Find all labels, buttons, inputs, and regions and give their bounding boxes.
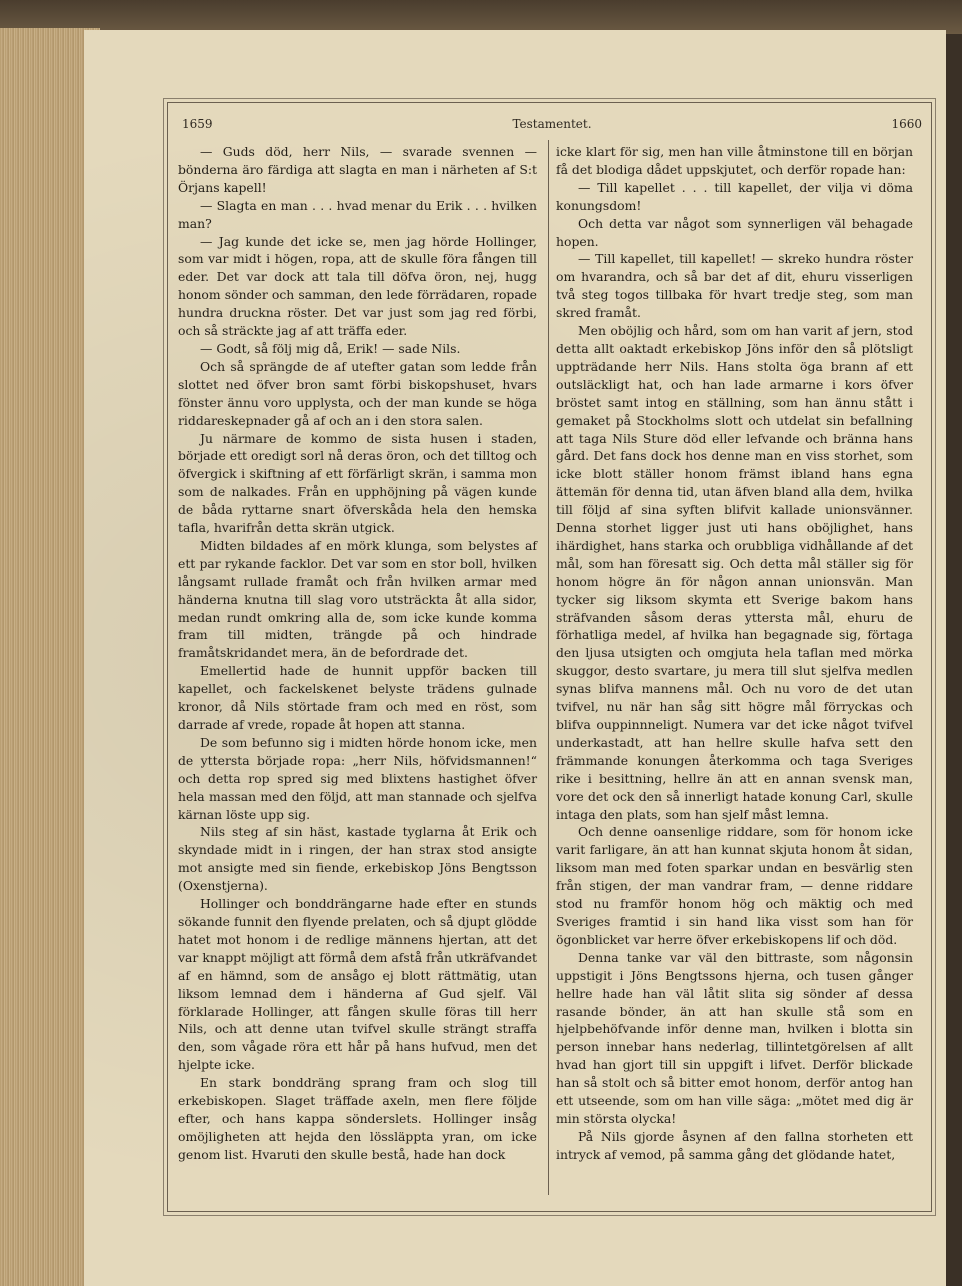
paragraph: Och så sprängde de af utefter gatan som ledde från slottet ned öfver bron samt förbi biskopshuset, hvars fönster ännu voro upplysta, och der man kunde se höga riddareskepnader gå af och an i den stora salen. xyxy=(178,358,537,428)
paragraph: icke klart för sig, men han ville åtminstone till en början få det blodiga dådet uppskjutet, och derför ropade han: xyxy=(556,144,913,177)
paragraph: Och denne oansenlige riddare, som för honom icke varit farligare, än att han kunnat skjuta honom åt sidan, liksom man med foten sparkar undan en besvärlig sten från stigen, der man vandrar fram, — denne riddare stod nu framför honom hög och mäktig och med Sveriges framtid i sin hand lika visst som han för ögonblicket var herre öfver erkebiskopens lif och död. xyxy=(556,824,913,947)
paragraph: Nils steg af sin häst, kastade tyglarna åt Erik och skyndade midt in i ringen, der han strax stod ansigte mot ansigte med sin fiende, erkebiskop Jöns Bengtsson (Oxenstjerna). xyxy=(178,824,537,894)
paragraph: — Till kapellet, till kapellet! — skreko hundra röster om hvarandra, och så bar det af dit, ehuru visserligen två steg togos tillbaka för hvart tredje steg, som man skred framåt. xyxy=(556,251,913,321)
paragraph: — Guds död, herr Nils, — svarade svennen — bönderna äro färdiga att slagta en man i närheten af S:t Örjans kapell! xyxy=(178,144,537,195)
paragraph: Emellertid hade de hunnit uppför backen till kapellet, och fackelskenet belyste trädens gulnade kronor, då Nils störtade fram och med en röst, som darrade af vrede, ropade åt hopen att stanna. xyxy=(178,663,537,732)
paragraph: En stark bonddräng sprang fram och slog till erkebiskopen. Slaget träffade axeln, men flere följde efter, och hans kappa sönderslets. Hollinger insåg omöjligheten att hejda den lössläppta yran, om icke genom list. Hvaruti den skulle bestå, hade han dock xyxy=(178,1075,537,1162)
paragraph: — Slagta en man . . . hvad menar du Erik . . . hvilken man? xyxy=(178,197,537,231)
paragraph: På Nils gjorde åsynen af den fallna storheten ett intryck af vemod, på samma gång det glödande hatet, xyxy=(556,1128,913,1162)
paragraph: — Jag kunde det icke se, men jag hörde Hollinger, som var midt i högen, ropa, att de skulle föra fången till eder. Det var dock att tala till döfva öron, nej, hugg honom sönder och samman, den lede förrädaren, ropade hundra druckna röster. Det var just som jag red förbi, och så sträckte jag af att träffa eder. xyxy=(178,233,537,339)
paragraph: Men oböjlig och hård, som om han varit af jern, stod detta allt oaktadt erkebiskop Jöns inför den så plötsligt uppträdande herr Nils. Hans stolta öga brann af ett outsläckligt hat, och han lade armarne i kors öfver bröstet samt intog en ställning, som han ännu stått i gemaket på Stockholms slott och utdelat sin befallning att taga Nils Sture död eller lefvande och bränna hans gård. Det fans dock hos denne man en viss storhet, som icke blott ställer honom främst ibland hans egna ättemän för denna tid, utan äfven bland alla dem, hvilka till följd af sina syften blifvit kallade unionsvänner. Denna storhet ligger just uti hans oböjlighet, hans ihärdighet, hans starka och orubbliga vidhållande af det mål, som han föresatt sig. Och detta mål ställer sig för honom högre än för någon annan unionsvän. Man tycker sig liksom skymta ett Sverige bakom hans sträfvanden såsom deras yttersta mål, ehuru de förhatliga medel, af hvilka han begagnade sig, förtaga den ljusa utsigten och omgjuta hela taflan med mörka skuggor, desto svartare, ju mera till slut sjelfva medlen synas blifva mannens mål. Och nu voro de det utan tvifvel, nu när han såg sitt högre mål förryckas och blifva ouppinnneligt. Numera var det icke något tvifvel underkastadt, att han hellre skulle hafva sett den främmande konungen återkomma och taga Sveriges rike i besittning, hellre än att en annan svensk man, vore det ock den så innerligt hatade konung Carl, skulle intaga den plats, som han sjelf måst lemna. xyxy=(556,323,913,822)
paragraph: Denna tanke var väl den bittraste, som någonsin uppstigit i Jöns Bengtssons hjerna, och tusen gånger hellre hade han väl låtit slita sig sönder af dessa rasande bönder, än att han skulle stå som en hjelpbehöfvande inför denne man, hvilken i blotta sin person innebar hans nederlag, tillintetgörelsen af allt hvad han gjort till sin uppgift i lifvet. Derför blickade han så stolt och så bitter emot honom, derför antog han ett utseende, som om han ville säga: „mötet med dig är min största olycka! xyxy=(556,949,913,1126)
page-number-left: 1659 xyxy=(182,117,213,131)
running-title: Testamentet. xyxy=(512,117,592,131)
paragraph: Och detta var något som synnerligen väl behagade hopen. xyxy=(556,215,913,249)
paragraph: De som befunno sig i midten hörde honom icke, men de yttersta började ropa: „herr Nils, höfvidsmannen!“ och detta rop spred sig med blixtens hastighet öfver hela massan med den följd, att man stannade och sjelfva kärnan löste upp sig. xyxy=(178,734,537,822)
paragraph: Ju närmare de kommo de sista husen i staden, började ett oredigt sorl nå deras öron, och det tilltog och öfvergick i skiftning af ett förfärligt skrän, i samma mon som de nalkades. Från en upphöjning på vägen kunde de båda ryttarne snart öfverskåda hela den hemska tafla, hvarifrån detta skrän utgick. xyxy=(178,430,538,536)
left-column xyxy=(178,143,537,1164)
paragraph: Hollinger och bonddrängarne hade efter en stunds sökande funnit den flyende prelaten, och så djupt glödde hatet mot honom i de redlige männens hjertan, att det var knappt möjligt att förmå dem afstå från utkräfvandet af en hämnd, som de ansågo ej blott rättmätig, utan liksom lemnad dem i händerna af Gud sjelf. Väl förklarade Hollinger, att fången skulle föras till herr Nils, och att denne utan tvifvel skulle strängt straffa den, som vågade röra ett hår på hans hufvud, men det hjelpte icke. xyxy=(178,896,537,1073)
right-column xyxy=(556,143,913,1164)
running-header xyxy=(182,117,922,137)
page-number-right: 1660 xyxy=(891,117,922,131)
book-top-edge xyxy=(0,0,962,34)
paragraph: Midten bildades af en mörk klunga, som belystes af ett par rykande facklor. Det var som en stor boll, hvilken långsamt rullade framåt och från hvilken armar med händerna knutna till slag voro utsträckta åt alla sidor, medan rundt omkring alla de, som icke kunde komma fram till midten, trängde på och hindrade framåtskridandet mera, än de befordrade det. xyxy=(178,537,537,661)
column-divider xyxy=(548,140,549,1195)
paragraph: — Till kapellet . . . till kapellet, der vilja vi döma konungsdom! xyxy=(556,179,913,213)
paragraph: — Godt, så följ mig då, Erik! — sade Nils. xyxy=(200,340,461,356)
